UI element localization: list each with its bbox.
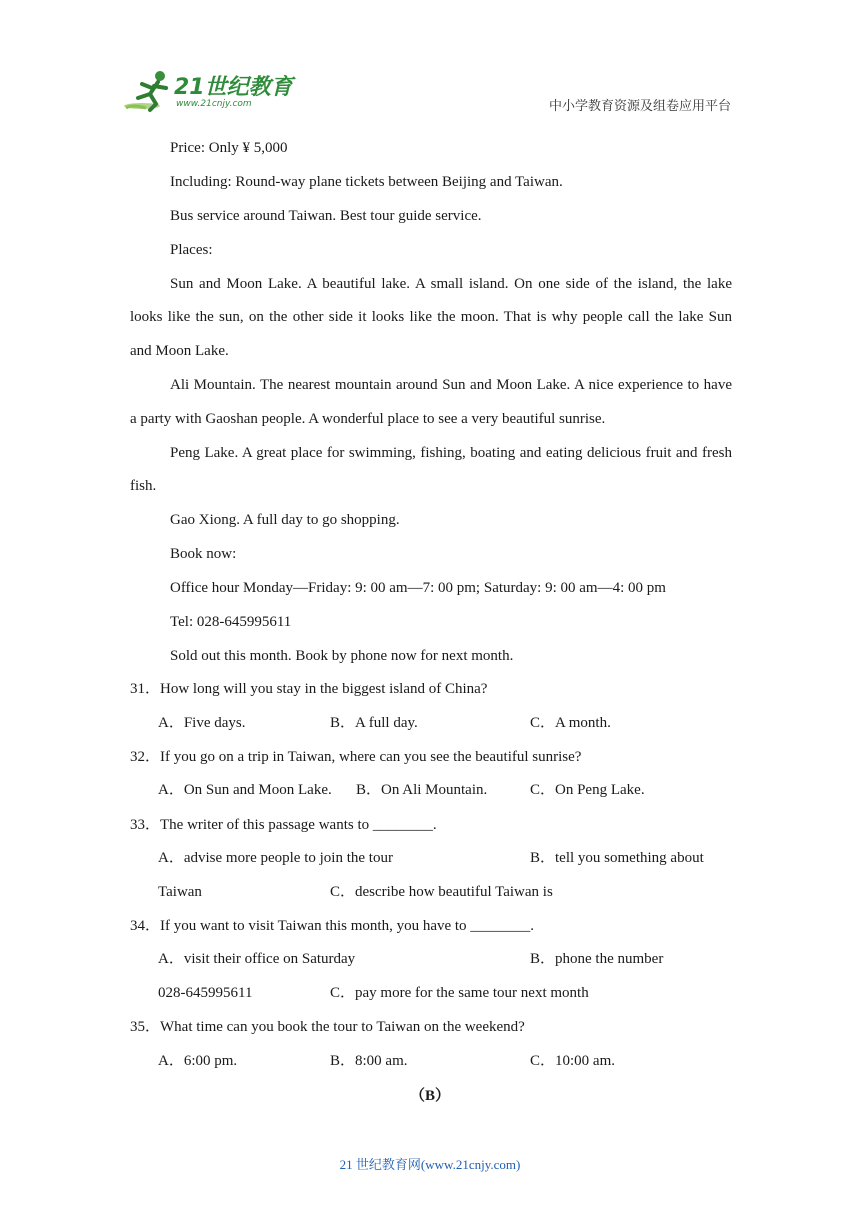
q31-option-a: A．Five days. [158,715,246,731]
passage-sun-moon-line3: and Moon Lake. [130,343,229,359]
passage-ali-line2: a party with Gaoshan people. A wonderful place to see a very beautiful sunrise. [130,411,606,427]
passage-peng-line1: Peng Lake. A great place for swimming, fishing, boating and eating delicious fruit and fresh [170,445,732,461]
passage-book: Book now: [170,546,237,562]
passage-peng-line2: fish. [130,478,157,494]
platform-title: 中小学教育资源及组卷应用平台 [549,99,732,114]
passage-ali-line1: Ali Mountain. The nearest mountain around Sun and Moon Lake. A nice experience to have [170,377,732,393]
q33-option-a: A．advise more people to join the tour [158,850,393,866]
passage-tel: Tel: 028-645995611 [170,614,292,630]
site-logo [122,68,292,114]
passage-bus: Bus service around Taiwan. Best tour guide service. [170,208,482,224]
passage-office: Office hour Monday—Friday: 9: 00 am—7: 00 pm; Saturday: 9: 00 am—4: 00 pm [170,580,666,596]
logo-url: www.21cnjy.com [176,99,252,109]
q32-option-c: C．On Peng Lake. [530,782,645,798]
q33-option-c: C．describe how beautiful Taiwan is [330,884,553,900]
q35-option-b: B．8:00 am. [330,1053,408,1069]
question-35: 35．What time can you book the tour to Taiwan on the weekend? [130,1019,525,1035]
q32-option-b: B．On Ali Mountain. [356,782,488,798]
passage-sun-moon-line1: Sun and Moon Lake. A beautiful lake. A small island. On one side of the island, the lake [170,276,732,292]
q35-option-c: C．10:00 am. [530,1053,615,1069]
passage-sold: Sold out this month. Book by phone now for next month. [170,648,514,664]
q33-option-b-cont: Taiwan [158,884,202,900]
q34-option-c: C．pay more for the same tour next month [330,985,589,1001]
q34-option-b: B．phone the number [530,951,664,967]
q34-option-a: A．visit their office on Saturday [158,951,356,967]
logo-text: 21世纪教育 [174,75,293,100]
q31-option-b: B．A full day. [330,715,418,731]
q31-option-c: C．A month. [530,715,611,731]
passage-sun-moon-line2: looks like the sun, on the other side it looks like the moon. That is why people call the lake Sun [130,309,732,325]
passage-gao: Gao Xiong. A full day to go shopping. [170,512,400,528]
q33-option-b: B．tell you something about [530,850,704,866]
question-33: 33．The writer of this passage wants to ________. [130,817,437,833]
passage-places: Places: [170,242,213,258]
question-31: 31．How long will you stay in the biggest island of China? [130,681,488,697]
passage-including: Including: Round-way plane tickets between Beijing and Taiwan. [170,174,563,190]
q32-option-a: A．On Sun and Moon Lake. [158,782,332,798]
question-32: 32．If you go on a trip in Taiwan, where can you see the beautiful sunrise? [130,749,582,765]
footer-link[interactable]: 21 世纪教育网(www.21cnjy.com) [339,1157,521,1172]
q35-option-a: A．6:00 pm. [158,1053,238,1069]
question-34: 34．If you want to visit Taiwan this month, you have to ________. [130,918,535,934]
q34-option-b-cont: 028-645995611 [158,985,253,1001]
passage-price: Price: Only ¥ 5,000 [170,140,288,156]
section-label: （B） [409,1088,450,1104]
